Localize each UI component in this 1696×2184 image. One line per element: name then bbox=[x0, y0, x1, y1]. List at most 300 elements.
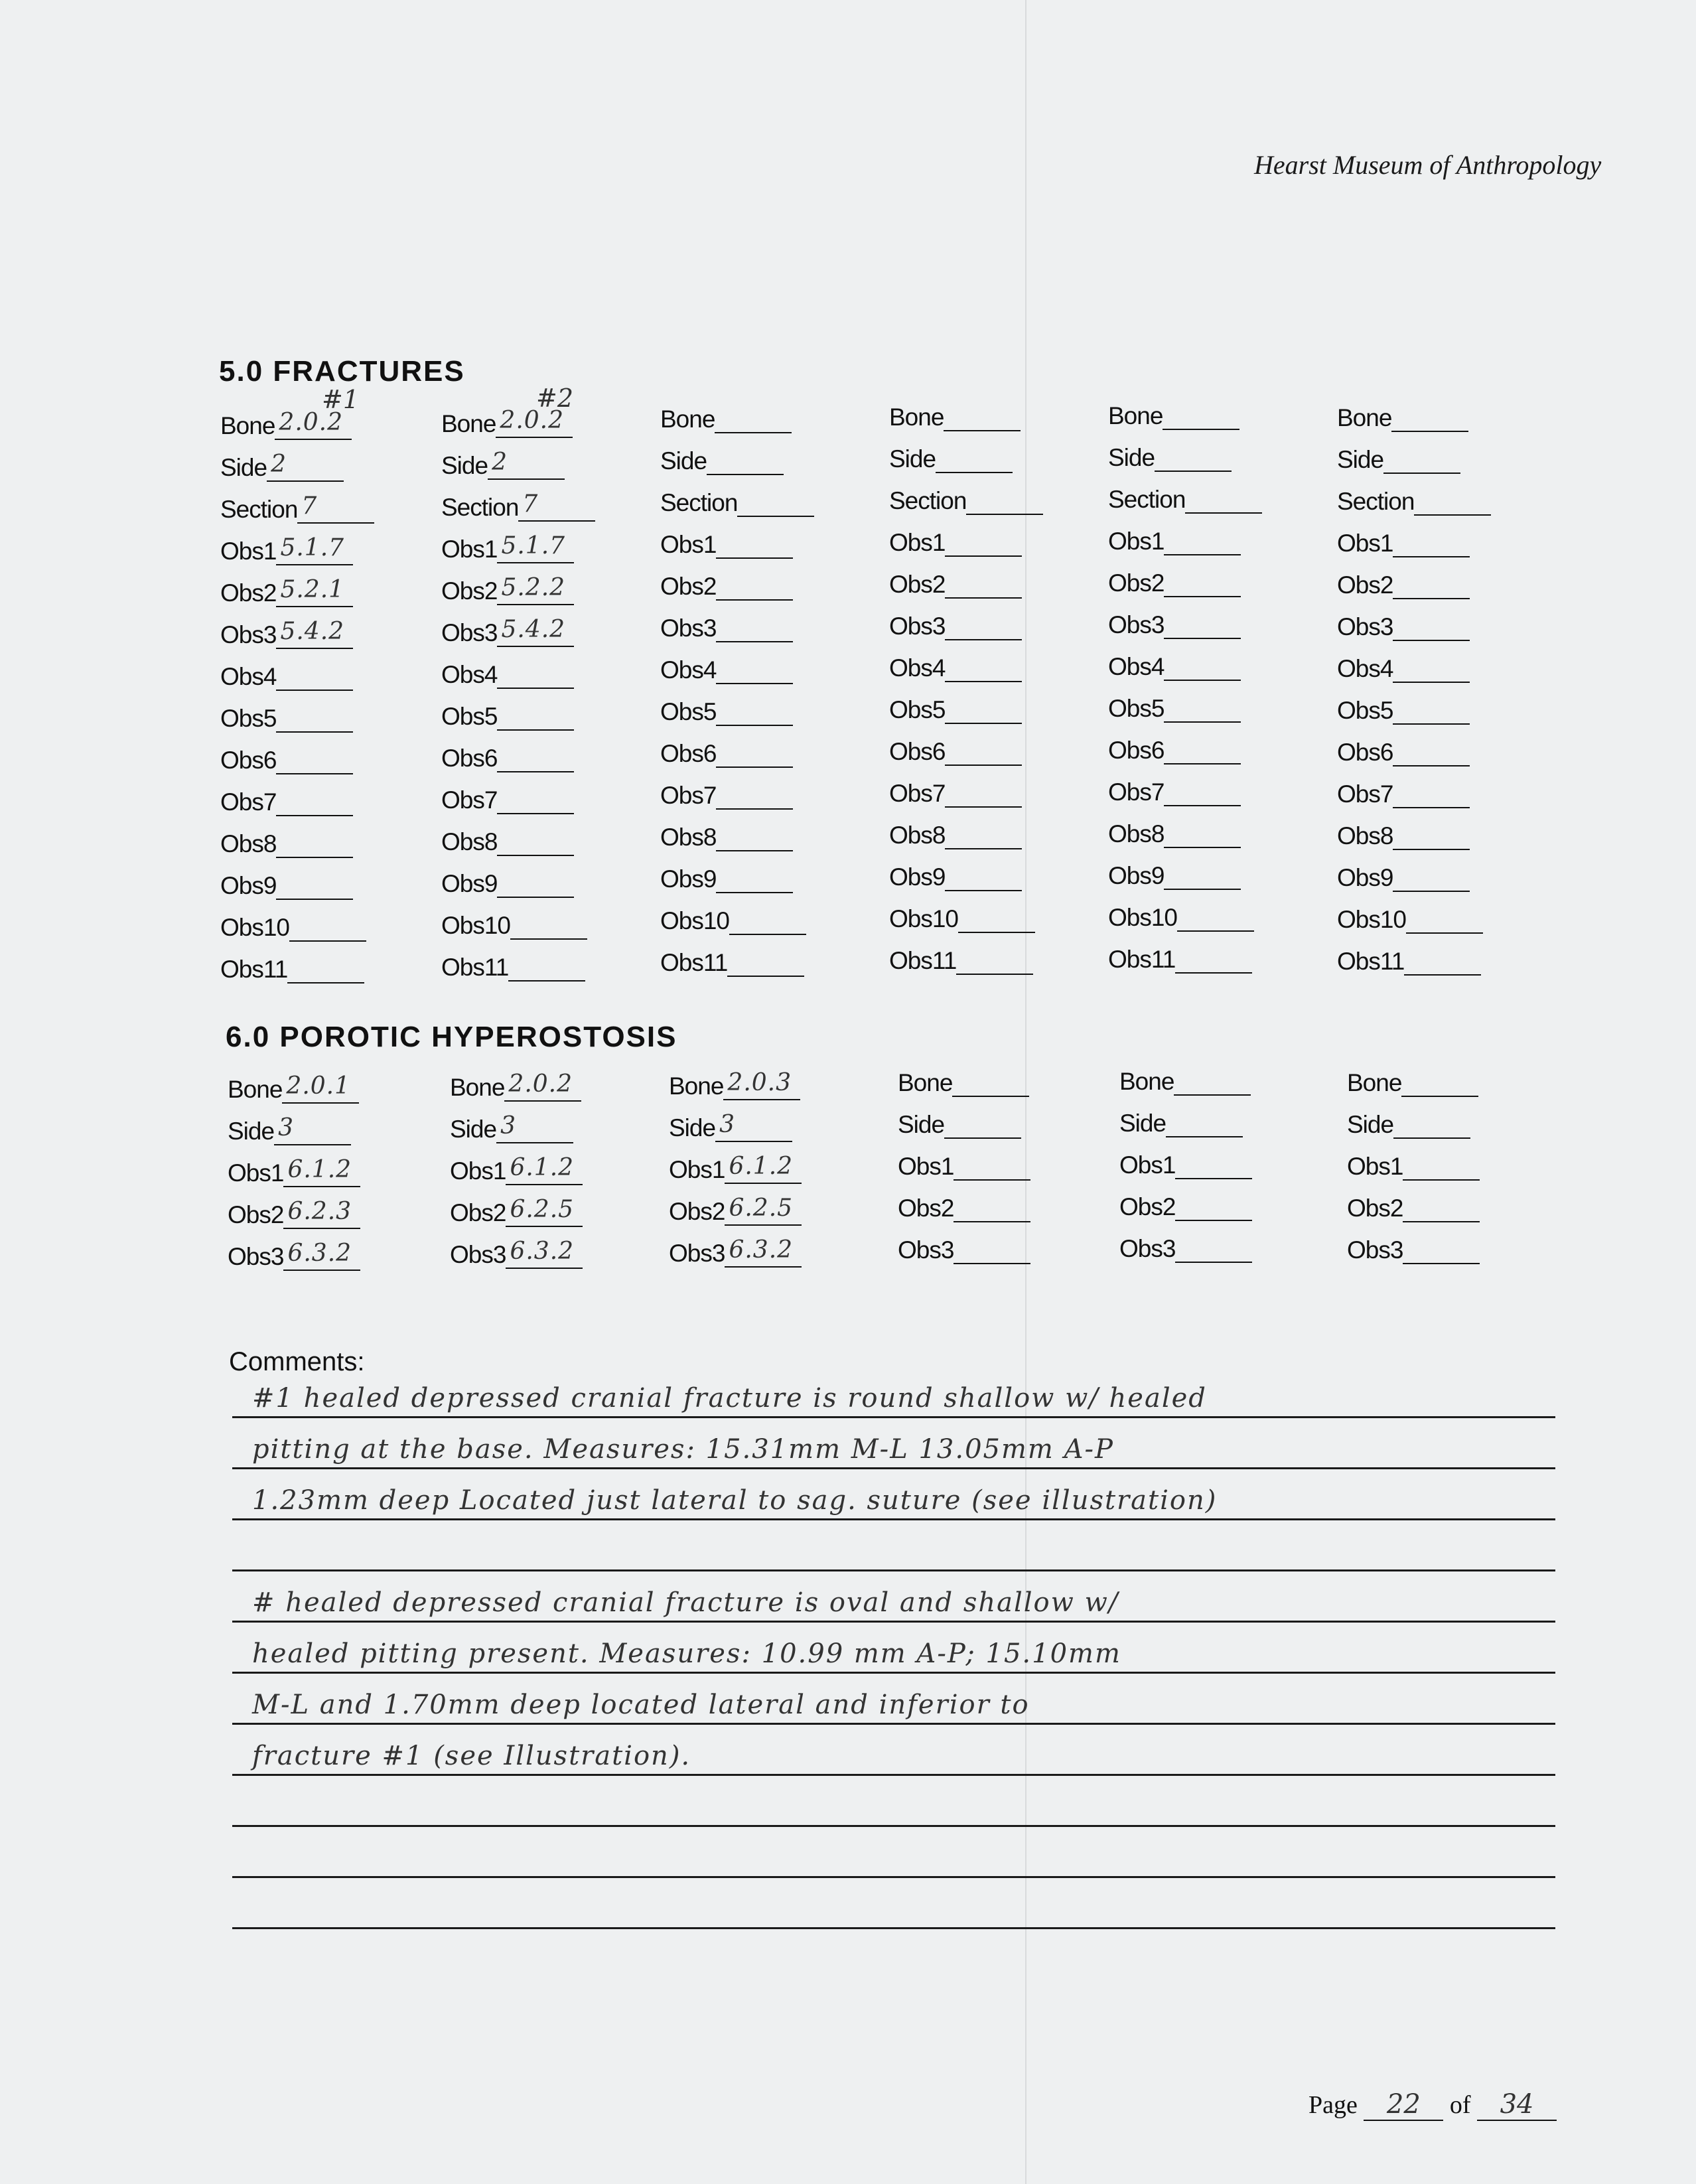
field-value[interactable] bbox=[1163, 400, 1239, 430]
field-value[interactable] bbox=[276, 869, 353, 900]
field-value[interactable] bbox=[945, 819, 1022, 849]
field-label: Obs1 bbox=[898, 1153, 954, 1180]
field-value[interactable] bbox=[497, 742, 574, 772]
field-value[interactable] bbox=[1403, 1150, 1480, 1181]
field-label: Obs2 bbox=[220, 579, 277, 607]
field-label: Obs8 bbox=[441, 828, 498, 855]
comment-line[interactable] bbox=[232, 1571, 1555, 1623]
field-label: Obs4 bbox=[220, 663, 277, 690]
form-field-row bbox=[220, 524, 419, 565]
field-label: Obs10 bbox=[441, 912, 511, 939]
field-value[interactable] bbox=[1164, 734, 1241, 764]
field-value[interactable]: 6.2.5 bbox=[725, 1195, 802, 1226]
form-field-row bbox=[1119, 1054, 1318, 1096]
field-label: Obs6 bbox=[1337, 739, 1393, 766]
field-value[interactable] bbox=[716, 863, 793, 893]
field-value[interactable]: 6.3.2 bbox=[725, 1237, 802, 1268]
field-label: Obs9 bbox=[220, 872, 277, 899]
field-value[interactable]: 7 bbox=[518, 491, 595, 522]
field-value[interactable] bbox=[1393, 820, 1470, 850]
field-label: Obs1 bbox=[1347, 1153, 1403, 1180]
field-value[interactable] bbox=[716, 528, 793, 559]
field-label: Obs3 bbox=[889, 613, 946, 640]
field-label: Side bbox=[1108, 444, 1155, 471]
form-field-row bbox=[889, 599, 1088, 640]
field-label: Obs3 bbox=[669, 1240, 725, 1267]
field-value[interactable]: 5.4.2 bbox=[497, 617, 574, 647]
form-field-row bbox=[450, 1060, 649, 1102]
field-label: Obs3 bbox=[898, 1236, 954, 1264]
field-value[interactable] bbox=[1393, 569, 1470, 599]
field-label: Side bbox=[228, 1118, 275, 1145]
field-label: Obs6 bbox=[889, 738, 946, 765]
field-value[interactable] bbox=[510, 909, 587, 940]
field-value[interactable] bbox=[715, 403, 792, 433]
form-field-row bbox=[1108, 597, 1307, 639]
field-label: Obs6 bbox=[1108, 737, 1165, 764]
field-value[interactable]: 5.4.2 bbox=[276, 619, 353, 649]
form-field-row bbox=[1337, 934, 1536, 976]
field-value[interactable]: 2.0.3 bbox=[723, 1070, 800, 1100]
field-value[interactable] bbox=[958, 903, 1035, 933]
field-label: Obs9 bbox=[1337, 864, 1393, 891]
field-label: Obs3 bbox=[450, 1241, 506, 1268]
field-value[interactable] bbox=[727, 946, 804, 977]
field-label: Obs5 bbox=[1337, 697, 1393, 724]
form-field-row bbox=[1337, 432, 1536, 474]
field-label: Obs4 bbox=[660, 656, 717, 684]
field-value[interactable]: 5.2.2 bbox=[497, 575, 574, 605]
field-value[interactable] bbox=[952, 1066, 1029, 1097]
field-label: Obs6 bbox=[660, 740, 717, 767]
field-value[interactable]: 6.1.2 bbox=[506, 1155, 583, 1185]
porotic-grid-column bbox=[1119, 1054, 1318, 1263]
field-value[interactable]: 3 bbox=[715, 1112, 792, 1142]
form-field-row bbox=[441, 438, 640, 480]
field-value[interactable]: 2.0.2 bbox=[275, 409, 352, 440]
form-field-row bbox=[660, 893, 859, 935]
field-value[interactable]: 3 bbox=[274, 1115, 351, 1145]
field-value[interactable] bbox=[716, 654, 793, 684]
field-value[interactable] bbox=[1155, 441, 1232, 472]
form-field-row bbox=[660, 810, 859, 851]
fractures-grid-column bbox=[889, 390, 1088, 975]
field-value[interactable] bbox=[1403, 1234, 1480, 1264]
field-value[interactable] bbox=[945, 735, 1022, 766]
form-field-row bbox=[669, 1226, 868, 1268]
form-field-row bbox=[220, 649, 419, 691]
field-label: Side bbox=[450, 1116, 497, 1143]
form-field-row bbox=[1108, 681, 1307, 723]
form-field-row bbox=[228, 1104, 427, 1145]
field-value[interactable] bbox=[1175, 943, 1252, 974]
form-field-row bbox=[660, 601, 859, 642]
field-value[interactable] bbox=[1383, 443, 1460, 474]
field-value[interactable]: 6.1.2 bbox=[283, 1157, 360, 1187]
form-field-row bbox=[889, 515, 1088, 557]
form-field-row bbox=[1337, 474, 1536, 516]
field-value[interactable] bbox=[716, 570, 793, 601]
comment-line[interactable] bbox=[232, 1418, 1555, 1469]
field-value[interactable] bbox=[1164, 818, 1241, 848]
form-field-row bbox=[441, 898, 640, 940]
field-value[interactable] bbox=[1175, 1191, 1252, 1221]
field-value[interactable] bbox=[1403, 1192, 1480, 1222]
form-field-row bbox=[660, 851, 859, 893]
form-field-row bbox=[660, 684, 859, 726]
field-label: Obs3 bbox=[1337, 613, 1393, 640]
field-value[interactable] bbox=[707, 445, 784, 475]
field-value[interactable] bbox=[945, 526, 1022, 557]
form-field-row bbox=[898, 1181, 1097, 1222]
field-value[interactable]: 5.2.1 bbox=[276, 577, 353, 607]
fractures-grid-column bbox=[441, 396, 640, 982]
field-label: Bone bbox=[220, 412, 275, 439]
field-value[interactable] bbox=[1401, 1066, 1478, 1097]
form-field-row bbox=[441, 814, 640, 856]
form-field-row bbox=[889, 390, 1088, 431]
field-value[interactable] bbox=[1164, 859, 1241, 890]
field-value[interactable] bbox=[945, 693, 1022, 724]
field-label: Obs3 bbox=[1347, 1236, 1403, 1264]
field-label: Side bbox=[441, 452, 488, 479]
form-field-row bbox=[1347, 1181, 1546, 1222]
field-value[interactable] bbox=[1393, 1108, 1470, 1139]
field-label: Side bbox=[660, 447, 707, 474]
form-field-row bbox=[898, 1097, 1097, 1139]
field-label: Side bbox=[898, 1111, 945, 1138]
field-value[interactable]: 6.3.2 bbox=[283, 1240, 360, 1271]
field-value[interactable] bbox=[497, 867, 574, 898]
fractures-grid-column bbox=[220, 398, 419, 983]
form-field-row bbox=[441, 731, 640, 772]
field-label: Obs2 bbox=[228, 1201, 284, 1228]
form-field-row bbox=[450, 1102, 649, 1143]
comment-text: # healed depressed cranial fracture is oval and shallow w/ bbox=[252, 1587, 1119, 1618]
field-value[interactable] bbox=[1164, 525, 1241, 555]
field-value[interactable] bbox=[944, 401, 1021, 431]
form-field-row bbox=[441, 689, 640, 731]
field-value[interactable] bbox=[1393, 861, 1470, 892]
field-value[interactable] bbox=[945, 777, 1022, 808]
comment-text: M-L and 1.70mm deep located lateral and inferior to bbox=[252, 1690, 1030, 1720]
field-value[interactable]: 2.0.1 bbox=[282, 1073, 359, 1104]
field-value[interactable] bbox=[954, 1150, 1030, 1181]
field-label: Obs9 bbox=[889, 863, 946, 891]
field-label: Side bbox=[889, 445, 936, 473]
form-field-row bbox=[660, 392, 859, 433]
comment-text: healed pitting present. Measures: 10.99 mm A-P; 15.10mm bbox=[252, 1638, 1121, 1669]
form-field-row bbox=[220, 440, 419, 482]
field-label: Obs1 bbox=[228, 1159, 284, 1187]
form-field-row bbox=[889, 473, 1088, 515]
field-label: Obs3 bbox=[228, 1243, 284, 1270]
field-value[interactable] bbox=[1393, 611, 1470, 641]
field-value[interactable]: 6.2.3 bbox=[283, 1199, 360, 1229]
form-field-row bbox=[660, 475, 859, 517]
field-label: Obs11 bbox=[1337, 948, 1405, 975]
field-label: Obs3 bbox=[441, 619, 498, 646]
field-value[interactable] bbox=[1164, 609, 1241, 639]
form-field-row bbox=[1108, 723, 1307, 764]
form-field-row bbox=[1337, 766, 1536, 808]
form-field-row bbox=[889, 640, 1088, 682]
field-value[interactable] bbox=[497, 784, 574, 814]
form-field-row bbox=[669, 1184, 868, 1226]
field-label: Obs11 bbox=[1108, 946, 1176, 973]
form-field-row bbox=[228, 1187, 427, 1229]
form-field-row bbox=[660, 433, 859, 475]
form-field-row bbox=[660, 935, 859, 977]
form-field-row bbox=[898, 1222, 1097, 1264]
form-field-row bbox=[220, 816, 419, 858]
porotic-grid-column bbox=[1347, 1055, 1546, 1264]
form-field-row bbox=[1119, 1137, 1318, 1179]
form-field-row bbox=[889, 724, 1088, 766]
form-field-row bbox=[660, 768, 859, 810]
field-label: Obs1 bbox=[889, 529, 946, 556]
field-value[interactable] bbox=[1393, 652, 1470, 683]
field-value[interactable] bbox=[1175, 1232, 1252, 1263]
comment-line[interactable] bbox=[232, 1674, 1555, 1725]
field-label: Obs4 bbox=[1108, 653, 1165, 680]
field-value[interactable] bbox=[1185, 483, 1262, 514]
field-label: Obs7 bbox=[1108, 778, 1165, 806]
field-value[interactable]: 7 bbox=[297, 493, 374, 524]
field-value[interactable] bbox=[945, 610, 1022, 640]
field-label: Obs8 bbox=[1108, 820, 1165, 847]
field-value[interactable] bbox=[956, 944, 1033, 975]
field-label: Obs4 bbox=[889, 654, 946, 682]
fractures-grid-column bbox=[1337, 390, 1536, 976]
page-total: 34 bbox=[1477, 2089, 1557, 2121]
field-value[interactable] bbox=[276, 660, 353, 691]
field-value[interactable] bbox=[954, 1192, 1030, 1222]
field-label: Side bbox=[1347, 1111, 1394, 1138]
field-label: Obs7 bbox=[889, 780, 946, 807]
field-label: Obs8 bbox=[889, 822, 946, 849]
field-value[interactable] bbox=[1166, 1107, 1243, 1137]
field-label: Obs6 bbox=[220, 747, 277, 774]
field-value[interactable] bbox=[1164, 650, 1241, 681]
field-label: Obs1 bbox=[1337, 530, 1393, 557]
comment-text: 1.23mm deep Located just lateral to sag. suture (see illustration) bbox=[252, 1485, 1218, 1516]
field-label: Bone bbox=[228, 1076, 283, 1103]
form-field-row bbox=[1108, 555, 1307, 597]
field-value[interactable]: 5.1.7 bbox=[276, 535, 353, 565]
field-label: Obs8 bbox=[220, 830, 277, 857]
form-field-row bbox=[1337, 850, 1536, 892]
field-label: Bone bbox=[669, 1072, 724, 1100]
field-label: Obs1 bbox=[220, 538, 277, 565]
page-number: 22 bbox=[1364, 2089, 1443, 2121]
field-label: Obs9 bbox=[660, 865, 717, 893]
field-label: Obs8 bbox=[660, 824, 717, 851]
form-field-row bbox=[1347, 1222, 1546, 1264]
field-value[interactable] bbox=[716, 779, 793, 810]
porotic-grid-column bbox=[669, 1058, 868, 1268]
field-label: Obs3 bbox=[1119, 1235, 1176, 1262]
field-value[interactable] bbox=[497, 700, 574, 731]
field-value[interactable] bbox=[1391, 401, 1468, 432]
comment-text: fracture #1 (see Illustration). bbox=[252, 1741, 691, 1771]
comment-line[interactable] bbox=[232, 1725, 1555, 1776]
form-field-row bbox=[441, 396, 640, 438]
comment-line[interactable] bbox=[232, 1367, 1555, 1418]
field-label: Section bbox=[441, 494, 519, 521]
field-label: Obs10 bbox=[889, 905, 959, 932]
form-field-row bbox=[220, 565, 419, 607]
field-value[interactable] bbox=[287, 953, 364, 983]
field-label: Bone bbox=[441, 410, 496, 437]
comment-line[interactable] bbox=[232, 1520, 1555, 1571]
field-value[interactable] bbox=[1174, 1065, 1251, 1096]
field-label: Bone bbox=[450, 1074, 505, 1101]
comment-line[interactable] bbox=[232, 1827, 1555, 1878]
form-field-row bbox=[450, 1143, 649, 1185]
field-value[interactable]: 5.1.7 bbox=[497, 533, 574, 563]
field-label: Obs8 bbox=[1337, 822, 1393, 849]
institution-header: Hearst Museum of Anthropology bbox=[1254, 150, 1602, 180]
field-label: Side bbox=[1119, 1110, 1166, 1137]
comment-line[interactable] bbox=[232, 1878, 1555, 1929]
field-label: Obs10 bbox=[1108, 904, 1178, 931]
form-field-row bbox=[441, 940, 640, 982]
field-label: Side bbox=[1337, 446, 1384, 473]
field-label: Side bbox=[220, 454, 267, 481]
field-value[interactable] bbox=[737, 486, 814, 517]
field-label: Obs1 bbox=[450, 1157, 506, 1185]
field-value[interactable]: 6.1.2 bbox=[725, 1153, 802, 1184]
field-label: Obs10 bbox=[660, 907, 730, 934]
field-value[interactable]: 6.2.5 bbox=[506, 1197, 583, 1227]
form-field-row bbox=[1337, 725, 1536, 766]
field-label: Obs10 bbox=[1337, 906, 1407, 933]
field-label: Obs2 bbox=[450, 1199, 506, 1226]
form-field-row bbox=[669, 1058, 868, 1100]
field-value[interactable]: 2 bbox=[267, 451, 344, 482]
field-value[interactable] bbox=[945, 861, 1022, 891]
field-value[interactable]: 3 bbox=[496, 1113, 573, 1143]
form-field-row bbox=[1108, 514, 1307, 555]
form-field-row bbox=[220, 900, 419, 942]
field-value[interactable] bbox=[945, 568, 1022, 599]
field-value[interactable] bbox=[716, 612, 793, 642]
field-value[interactable] bbox=[1164, 776, 1241, 806]
field-value[interactable] bbox=[276, 744, 353, 774]
field-label: Obs2 bbox=[441, 577, 498, 605]
field-value[interactable] bbox=[729, 905, 806, 935]
field-value[interactable] bbox=[936, 443, 1013, 473]
comment-line[interactable] bbox=[232, 1469, 1555, 1520]
form-field-row bbox=[1347, 1139, 1546, 1181]
field-value[interactable] bbox=[1164, 692, 1241, 723]
field-label: Obs5 bbox=[889, 696, 946, 723]
field-value[interactable] bbox=[1393, 694, 1470, 725]
field-label: Obs3 bbox=[1108, 611, 1165, 638]
field-value[interactable] bbox=[289, 911, 366, 942]
field-value[interactable] bbox=[276, 828, 353, 858]
form-field-row bbox=[220, 482, 419, 524]
porotic-grid-column bbox=[898, 1055, 1097, 1264]
field-label: Obs2 bbox=[1347, 1195, 1403, 1222]
form-field-row bbox=[441, 856, 640, 898]
field-label: Bone bbox=[898, 1069, 953, 1096]
of-label: of bbox=[1449, 2091, 1471, 2119]
field-value[interactable] bbox=[1393, 527, 1470, 557]
form-field-row bbox=[441, 480, 640, 522]
field-label: Obs11 bbox=[220, 956, 288, 983]
field-value[interactable] bbox=[716, 695, 793, 726]
field-value[interactable] bbox=[497, 826, 574, 856]
field-value[interactable]: 2 bbox=[488, 449, 565, 480]
comment-line[interactable] bbox=[232, 1776, 1555, 1827]
form-field-row bbox=[220, 733, 419, 774]
field-value[interactable] bbox=[1175, 1149, 1252, 1179]
comment-line[interactable] bbox=[232, 1623, 1555, 1674]
form-field-row bbox=[1108, 472, 1307, 514]
field-value[interactable] bbox=[945, 652, 1022, 682]
form-field-row bbox=[220, 774, 419, 816]
field-value[interactable] bbox=[1404, 945, 1481, 976]
field-value[interactable]: 6.3.2 bbox=[506, 1238, 583, 1269]
field-value[interactable] bbox=[1393, 736, 1470, 766]
field-value[interactable]: 2.0.2 bbox=[496, 407, 573, 438]
field-label: Obs2 bbox=[669, 1198, 725, 1225]
form-field-row bbox=[220, 607, 419, 649]
field-label: Obs7 bbox=[660, 782, 717, 809]
form-field-row bbox=[228, 1145, 427, 1187]
field-value[interactable] bbox=[276, 702, 353, 733]
field-value[interactable] bbox=[716, 737, 793, 768]
field-value[interactable] bbox=[1414, 485, 1491, 516]
field-value[interactable] bbox=[716, 821, 793, 851]
field-label: Obs1 bbox=[1108, 528, 1165, 555]
field-value[interactable] bbox=[276, 786, 353, 816]
field-value[interactable] bbox=[497, 658, 574, 689]
form-field-row bbox=[220, 858, 419, 900]
field-label: Bone bbox=[889, 403, 944, 431]
fractures-grid-column bbox=[660, 392, 859, 977]
field-value[interactable] bbox=[966, 484, 1043, 515]
form-field-row bbox=[889, 849, 1088, 891]
field-value[interactable] bbox=[954, 1234, 1030, 1264]
form-field-row bbox=[1337, 390, 1536, 432]
fractures-title: 5.0 FRACTURES bbox=[219, 355, 465, 388]
field-label: Obs9 bbox=[441, 870, 498, 897]
form-field-row bbox=[1337, 683, 1536, 725]
form-field-row bbox=[660, 517, 859, 559]
field-value[interactable] bbox=[944, 1108, 1021, 1139]
page-footer bbox=[1308, 2089, 1557, 2121]
field-label: Obs6 bbox=[441, 745, 498, 772]
field-value[interactable]: 2.0.2 bbox=[504, 1071, 581, 1102]
field-value[interactable] bbox=[1393, 778, 1470, 808]
field-value[interactable] bbox=[1177, 901, 1254, 932]
comment-text: pitting at the base. Measures: 15.31mm M-L 13.05mm A-P bbox=[252, 1434, 1114, 1465]
field-label: Obs1 bbox=[660, 531, 717, 558]
form-field-row bbox=[660, 642, 859, 684]
fracture-mark-1: #1 bbox=[322, 385, 360, 414]
form-field-row bbox=[1108, 764, 1307, 806]
field-value[interactable] bbox=[1164, 567, 1241, 597]
field-label: Obs3 bbox=[660, 615, 717, 642]
field-label: Obs2 bbox=[1119, 1193, 1176, 1220]
field-label: Obs2 bbox=[1108, 569, 1165, 597]
field-value[interactable] bbox=[1406, 903, 1483, 934]
field-label: Obs1 bbox=[1119, 1151, 1176, 1179]
field-value[interactable] bbox=[508, 951, 585, 982]
